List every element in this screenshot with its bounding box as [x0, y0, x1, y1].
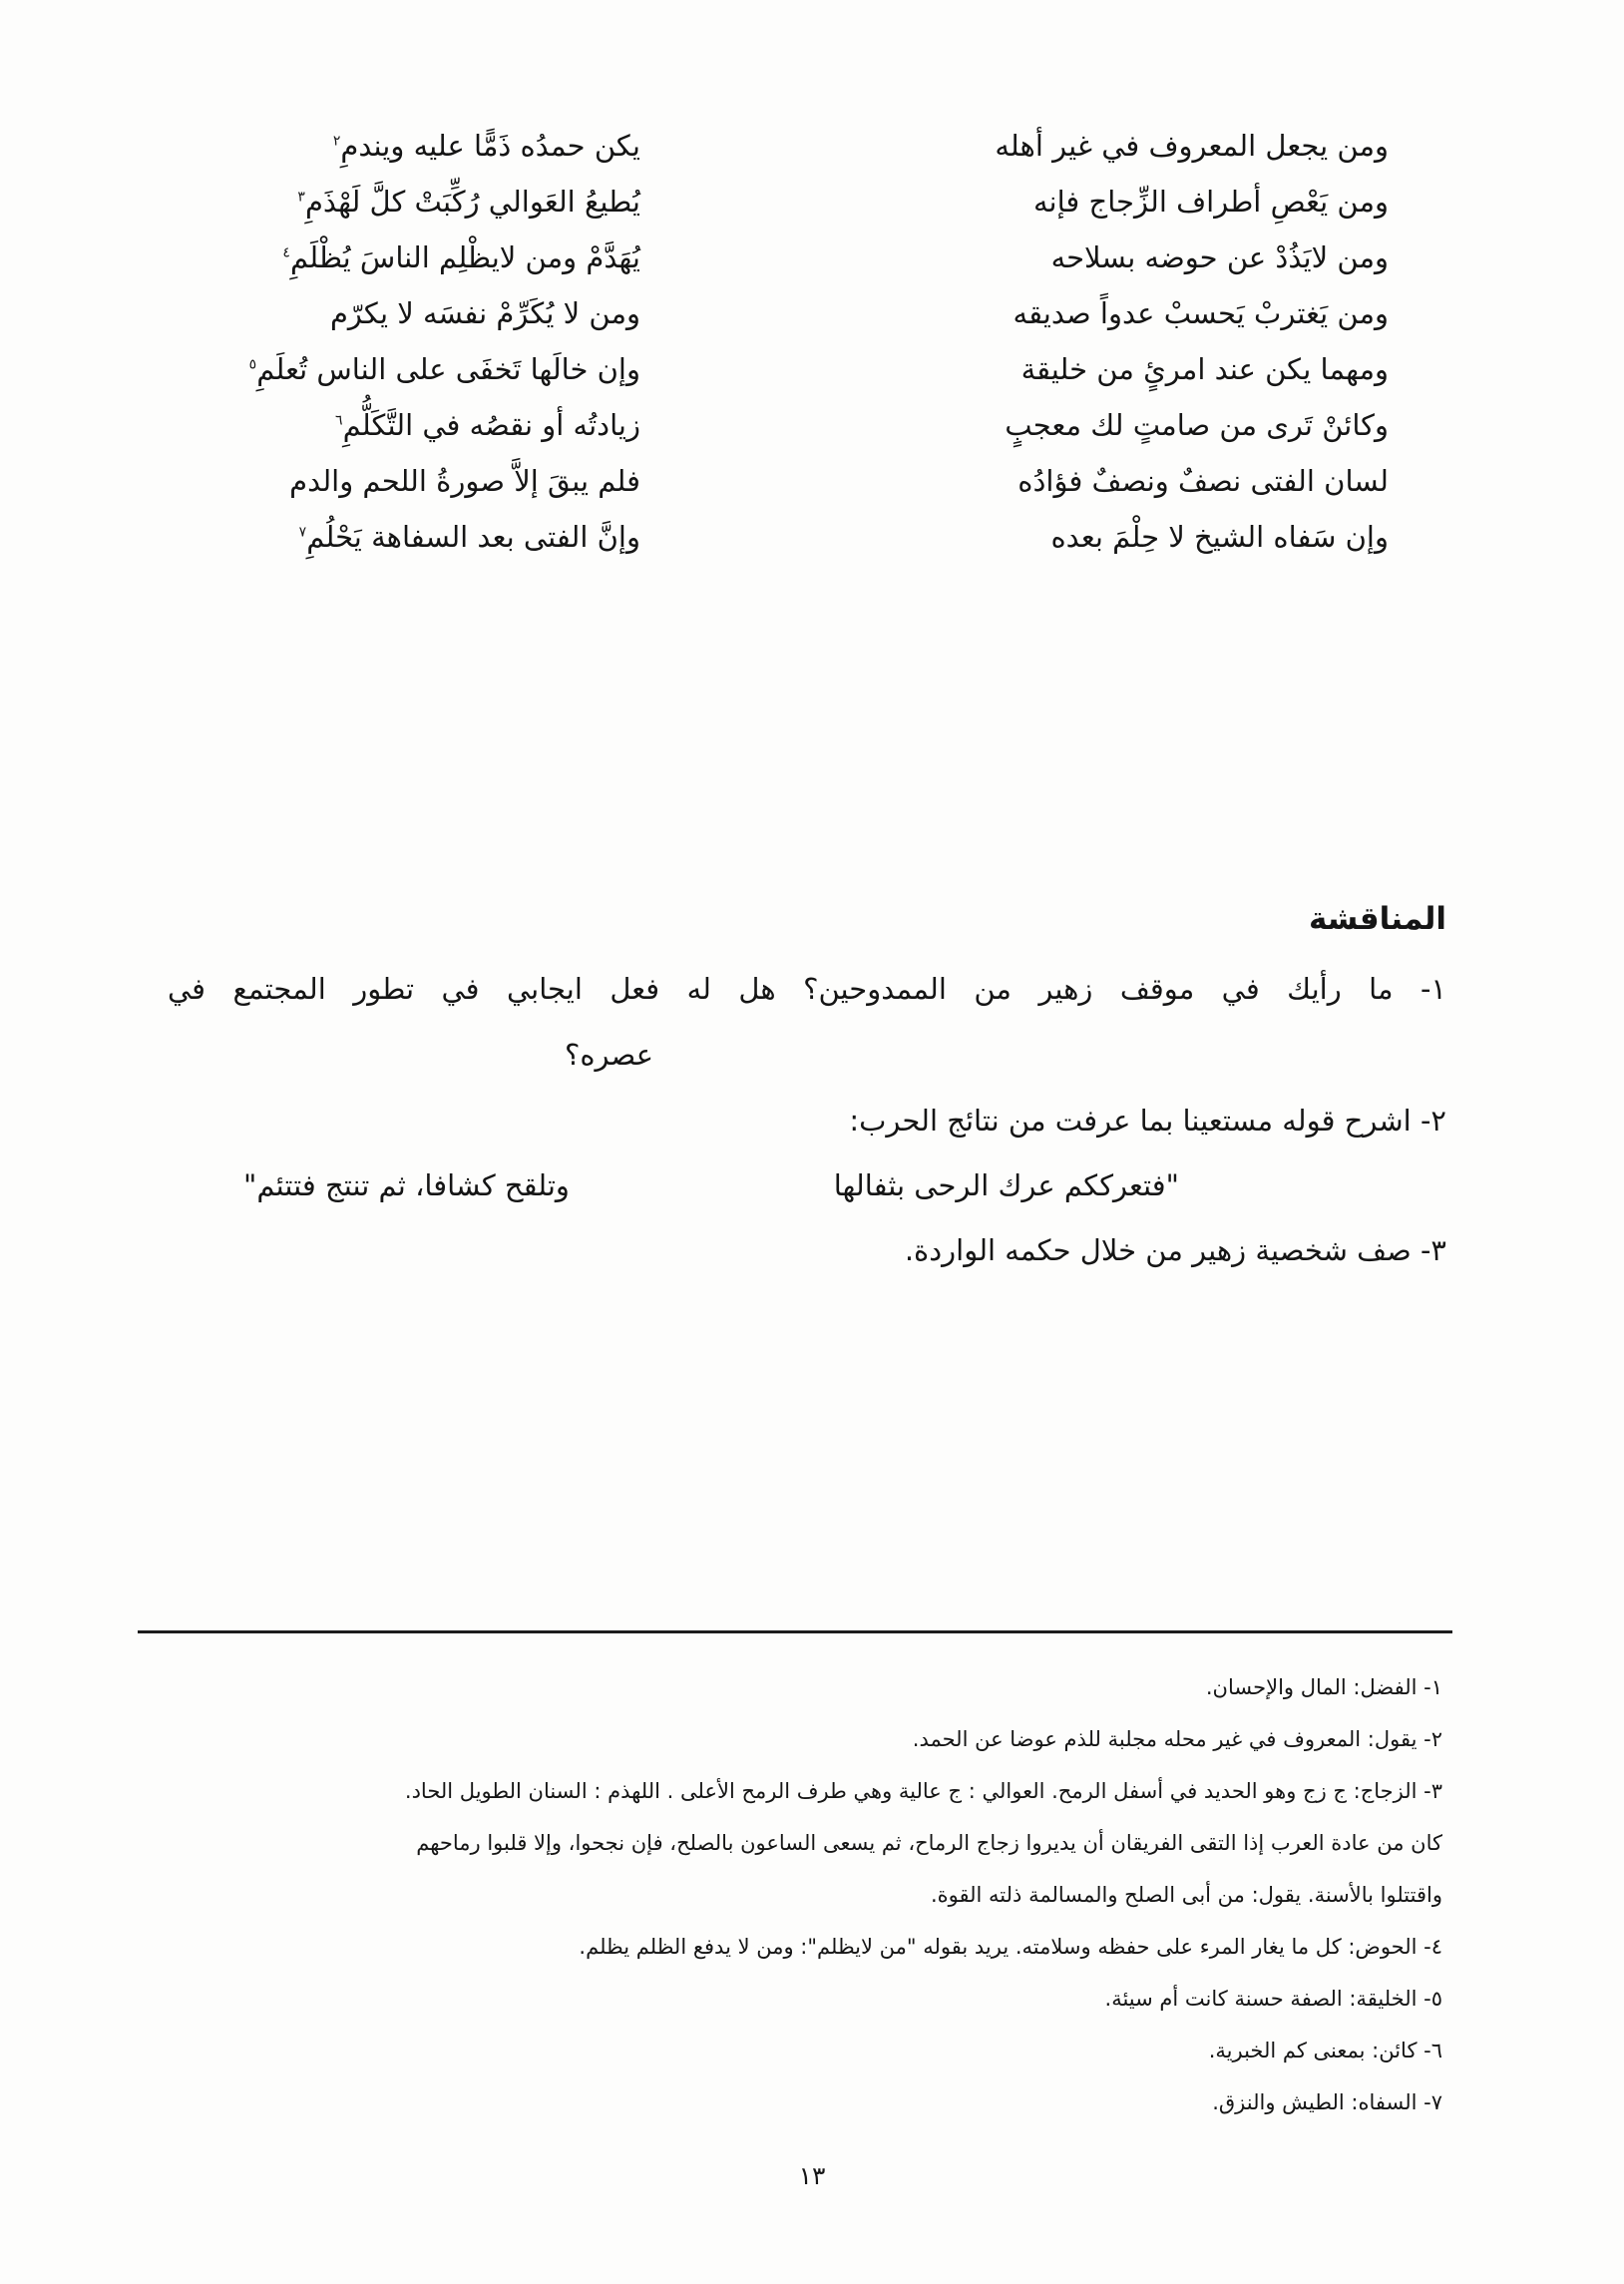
verse-row [249, 186, 1389, 218]
verse-first-hemistich: ومن لايَذُدْ عن حوضه بسلاحه [1050, 240, 1389, 274]
discussion-section [168, 901, 1446, 1298]
hemistich-text: وإن خالَها تَخفَى على الناس تُعلَمِ [256, 352, 640, 386]
question-1-line-1: ١- ما رأيك في موقف زهير من الممدوحين؟ هل له فعل ايجابي في تطور المجتمع في [168, 972, 1446, 1006]
verse-first-hemistich: ومن يَغتربْ يَحسبْ عدواً صديقه [1013, 296, 1389, 330]
question-1-line-2: عصره؟ [564, 1038, 653, 1072]
verse-first-hemistich: وإن سَفاه الشيخ لا حِلْمَ بعده [1050, 520, 1389, 554]
footnote-line: ٤- الحوض: كل ما يغار المرء على حفظه وسلامته. يريد بقوله "من لايظلم": ومن لا يدفع الظلم يظلم. [579, 1935, 1442, 1959]
verse-second-hemistich [249, 186, 640, 218]
footnote-marker: ٧ [298, 524, 307, 541]
hemistich-text: يكن حمدُه ذَمًّا عليه ويندمِ [340, 129, 640, 163]
footnotes-divider [138, 1630, 1452, 1633]
hemistich-text: يُطيعُ العَوالي رُكِّبَتْ كلَّ لَهْذَمِ [304, 185, 640, 219]
poem-section [249, 130, 1389, 577]
verse-row [249, 521, 1389, 553]
footnote-line: ٦- كائن: بمعنى كم الخبرية. [1208, 2039, 1442, 2062]
verse-second-hemistich [249, 521, 640, 553]
footnote-line: ٥- الخليقة: الصفة حسنة كانت أم سيئة. [1104, 1987, 1442, 2011]
verse-second-hemistich [249, 465, 640, 497]
verse-row [249, 353, 1389, 385]
hemistich-text: وإنَّ الفتى بعد السفاهة يَحْلُمِ [306, 520, 640, 554]
verse-row [249, 465, 1389, 497]
hemistich-text: يُهَدَّمْ ومن لايظْلِم الناسَ يُظْلَمِ [289, 240, 640, 274]
footnote-line: واقتتلوا بالأسنة. يقول: من أبى الصلح والمسالمة ذلته القوة. [930, 1883, 1442, 1907]
verse-first-hemistich: لسان الفتى نصفٌ ونصفٌ فؤادُه [1017, 464, 1389, 498]
question-2: ٢- اشرح قوله مستعينا بما عرفت من نتائج الحرب: [849, 1104, 1446, 1138]
verse-row [249, 297, 1389, 329]
footnote-marker: ٣ [297, 189, 305, 206]
footnote-marker: ٤ [282, 244, 290, 261]
discussion-heading: المناقشة [1309, 901, 1446, 937]
footnote-marker: ٥ [248, 356, 257, 373]
page-number: ١٣ [798, 2161, 826, 2190]
verse-row [249, 241, 1389, 273]
verse-first-hemistich: ومن يَعْصِ أطراف الزِّجاج فإنه [1032, 185, 1389, 219]
quoted-verse [243, 1168, 1179, 1202]
verse-first-hemistich: ومهما يكن عند امرئٍ من خليقة [1020, 352, 1389, 386]
verse-second-hemistich [249, 297, 640, 329]
footnote-line: كان من عادة العرب إذا التقى الفريقان أن يديروا زجاج الرماح، ثم يسعى الساعون بالصلح، فإن نجحوا، وإلا قلبوا رماحهم [416, 1831, 1442, 1855]
quoted-verse-second-hemistich: وتلقح كشافا، ثم تنتج فتتئم" [243, 1168, 570, 1202]
footnote-marker: ٢ [332, 133, 341, 150]
verse-second-hemistich [249, 241, 640, 273]
footnote-marker: ٦ [335, 412, 343, 429]
footnotes-section [96, 1676, 1442, 2143]
footnote-line: ٣- الزجاج: ج زج وهو الحديد في أسفل الرمح. العوالي : ج عالية وهي طرف الرمح الأعلى . اللهذم : السنان الطويل الحاد. [404, 1779, 1442, 1803]
verse-second-hemistich [249, 409, 640, 441]
footnote-line: ٧- السفاه: الطيش والنزق. [1212, 2090, 1442, 2114]
verse-first-hemistich: ومن يجعل المعروف في غير أهله [995, 129, 1389, 163]
verse-row [249, 409, 1389, 441]
verse-first-hemistich: وكائنْ تَرى من صامتٍ لك معجبٍ [1005, 408, 1389, 442]
hemistich-text: فلم يبقَ إلاَّ صورةُ اللحم والدم [289, 464, 640, 498]
hemistich-text: ومن لا يُكَرِّمْ نفسَه لا يكرّم [329, 296, 640, 330]
verse-second-hemistich [249, 130, 640, 162]
verse-second-hemistich [249, 353, 640, 385]
footnote-line: ٢- يقول: المعروف في غير محله مجلبة للذم عوضا عن الحمد. [912, 1727, 1442, 1751]
question-3: ٣- صف شخصية زهير من خلال حكمه الواردة. [904, 1233, 1446, 1267]
quoted-verse-first-hemistich: "فتعرككم عرك الرحى بثفالها [833, 1168, 1179, 1202]
hemistich-text: زيادتُه أو نقصُه في التَّكَلُّمِ [342, 408, 640, 442]
footnote-line: ١- الفضل: المال والإحسان. [1205, 1675, 1442, 1699]
verse-row [249, 130, 1389, 162]
